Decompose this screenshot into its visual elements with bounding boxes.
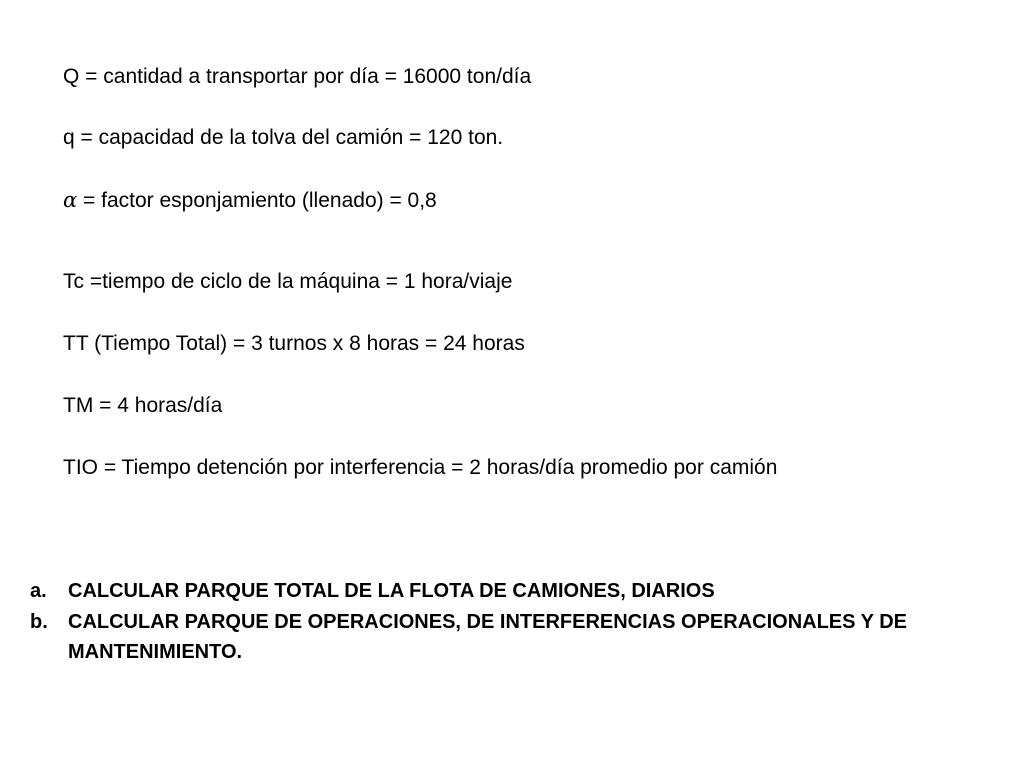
alpha-symbol: 𝛼 (63, 188, 78, 212)
task-marker: b. (30, 611, 48, 633)
task-b (30, 607, 990, 667)
given-tio: TIO = Tiempo detención por interferencia = 2 horas/día promedio por camión (63, 456, 778, 479)
given-tc: Tc =tiempo de ciclo de la máquina = 1 hora/viaje (63, 270, 513, 293)
given-tm: TM = 4 horas/día (63, 394, 223, 417)
task-text: CALCULAR PARQUE TOTAL DE LA FLOTA DE CAMIONES, DIARIOS (68, 580, 715, 602)
task-marker: a. (30, 580, 47, 602)
given-alpha (63, 187, 437, 214)
task-text: CALCULAR PARQUE DE OPERACIONES, DE INTERFERENCIAS OPERACIONALES Y DE MANTENIMIENTO. (68, 611, 907, 663)
given-q-hopper: q = capacidad de la tolva del camión = 120 ton. (63, 126, 504, 149)
alpha-text: = factor esponjamiento (llenado) = 0,8 (77, 189, 437, 212)
given-q-total: Q = cantidad a transportar por día = 16000 ton/día (63, 65, 532, 88)
task-a (30, 576, 990, 606)
given-tt: TT (Tiempo Total) = 3 turnos x 8 horas = 24 horas (63, 332, 525, 355)
